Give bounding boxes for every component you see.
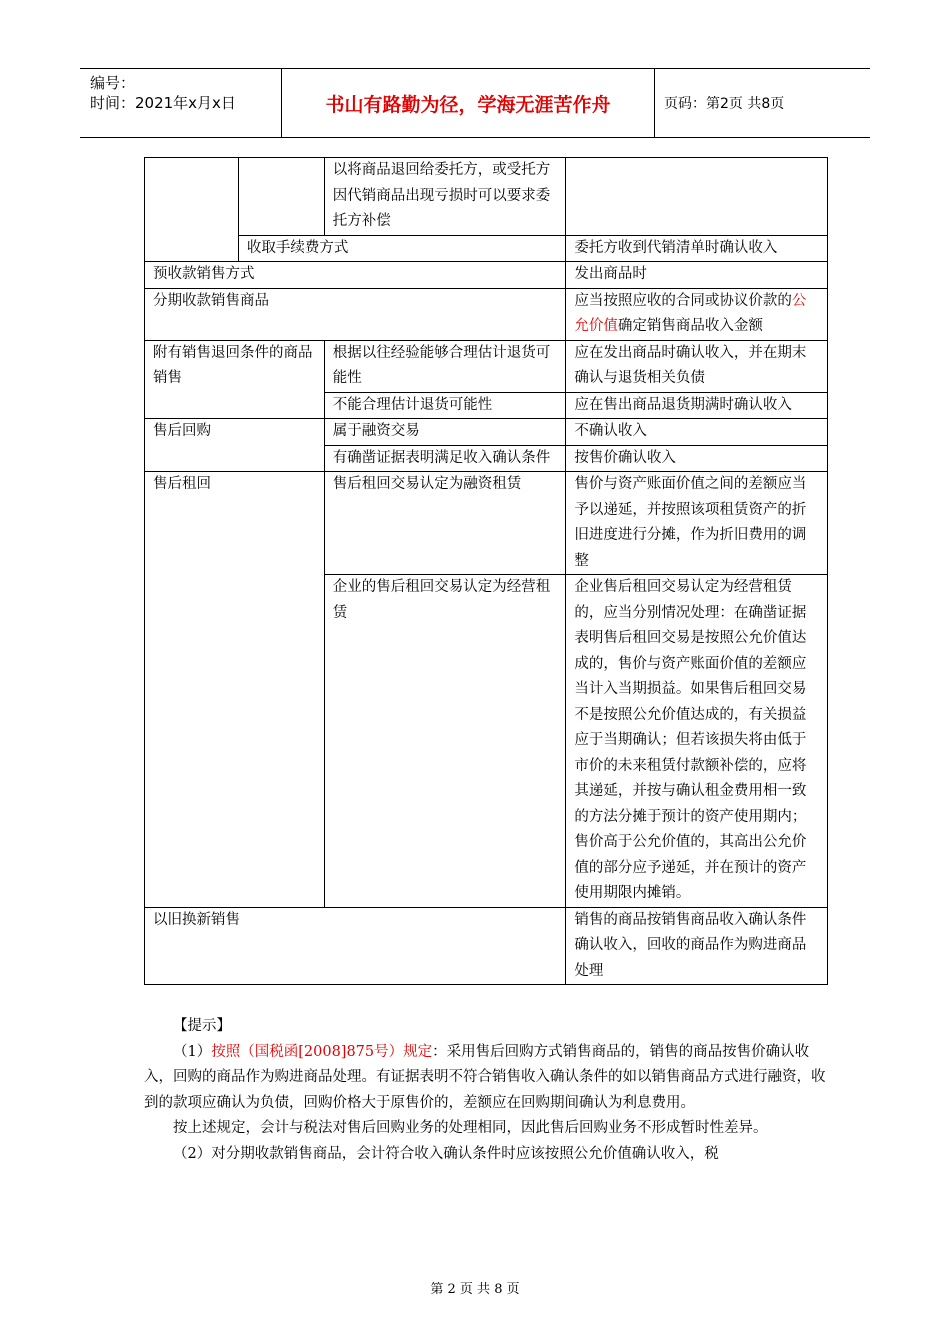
header-meta bbox=[80, 69, 282, 137]
table-cell: 有确凿证据表明满足收入确认条件 bbox=[324, 445, 566, 472]
page-footer: 第 2 页 共 8 页 bbox=[430, 1282, 520, 1297]
table-cell: 附有销售退回条件的商品销售 bbox=[145, 340, 325, 419]
table-cell bbox=[566, 288, 828, 340]
table-cell: 预收款销售方式 bbox=[145, 262, 566, 289]
number-label: 编号： bbox=[90, 74, 136, 92]
fair-value-highlight: 公允价值 bbox=[574, 292, 807, 334]
table-cell: 售后回购 bbox=[145, 419, 325, 472]
note-prefix: （1） bbox=[173, 1043, 212, 1060]
table-row bbox=[145, 472, 828, 575]
table-row bbox=[145, 419, 828, 446]
table-cell: 收取手续费方式 bbox=[238, 235, 566, 262]
table-cell: 售后租回交易认定为融资租赁 bbox=[324, 472, 566, 575]
note-text: ：采用售后回购方式销售商品的，销售的商品按售价确认收入，回购的商品作为购进商品处理。有证据表明不符合销售收入确认条件的如以销售商品方式进行融资，收到的款项应确认为负债，回购价格大于原售价的，差额应在回购期间确认为利息费用。 bbox=[144, 1043, 826, 1111]
note-paragraph: 按上述规定，会计与税法对售后回购业务的处理相同，因此售后回购业务不形成暂时性差异。 bbox=[173, 1120, 768, 1136]
table-cell: 不能合理估计退货可能性 bbox=[324, 392, 566, 419]
tip-heading: 【提示】 bbox=[173, 1018, 231, 1034]
table-cell: 不确认收入 bbox=[566, 419, 828, 446]
table-row bbox=[145, 288, 828, 340]
table-cell: 以旧换新销售 bbox=[145, 907, 566, 985]
table-row bbox=[145, 262, 828, 289]
table-cell: 按售价确认收入 bbox=[566, 445, 828, 472]
header-page-info: 页码：第2页 共8页 bbox=[664, 96, 785, 112]
table-cell bbox=[145, 158, 239, 262]
revenue-table bbox=[144, 157, 828, 985]
notes-section bbox=[144, 1014, 828, 1167]
table-cell bbox=[566, 158, 828, 236]
table-cell: 企业的售后租回交易认定为经营租赁 bbox=[324, 575, 566, 908]
cell-text: 确定销售商品收入金额 bbox=[617, 318, 763, 334]
table-cell: 属于融资交易 bbox=[324, 419, 566, 446]
table-cell: 分期收款销售商品 bbox=[145, 288, 566, 340]
table-cell: 售后租回 bbox=[145, 472, 325, 908]
regulation-reference: 按照（国税函[2008]875号）规定 bbox=[211, 1043, 433, 1060]
table-cell bbox=[238, 158, 324, 236]
cell-text: 应当按照应收的合同或协议价款的 bbox=[574, 292, 792, 309]
header-motto: 书山有路勤为径，学海无涯苦作舟 bbox=[282, 69, 655, 137]
page-header bbox=[80, 68, 870, 138]
table-cell: 应在发出商品时确认收入，并在期末确认与退货相关负债 bbox=[566, 340, 828, 392]
table-cell: 企业售后租回交易认定为经营租赁的，应当分别情况处理：在确凿证据表明售后租回交易是按照公允价值达成的，售价与资产账面价值的差额应当计入当期损益。如果售后租回交易不是按照公允价值达成的，有关损益应于当期确认；但若该损失将由低于市价的未来租赁付款额补偿的，应将其递延，并按与确认租金费用相一致的方法分摊于预计的资产使用期内；售价高于公允价值的，其高出公允价值的部分应予递延，并在预计的资产使用期限内摊销。 bbox=[566, 575, 828, 908]
table-row bbox=[145, 158, 828, 236]
table-cell: 销售的商品按销售商品收入确认条件确认收入，回收的商品作为购进商品处理 bbox=[566, 907, 828, 985]
date-label: 时间：2021年x月x日 bbox=[90, 94, 236, 112]
note-paragraph: （2）对分期收款销售商品，会计符合收入确认条件时应该按照公允价值确认收入，税 bbox=[173, 1145, 719, 1162]
table-cell: 发出商品时 bbox=[566, 262, 828, 289]
table-cell: 委托方收到代销清单时确认收入 bbox=[566, 235, 828, 262]
table-cell: 售价与资产账面价值之间的差额应当予以递延，并按照该项租赁资产的折旧进度进行分摊，作为折旧费用的调整 bbox=[566, 472, 828, 575]
table-cell: 根据以往经验能够合理估计退货可能性 bbox=[324, 340, 566, 392]
note-paragraph bbox=[144, 1040, 828, 1117]
table-row bbox=[145, 907, 828, 985]
table-row bbox=[145, 235, 828, 262]
table-row bbox=[145, 340, 828, 392]
table-cell: 应在售出商品退货期满时确认收入 bbox=[566, 392, 828, 419]
table-cell: 以将商品退回给委托方，或受托方因代销商品出现亏损时可以要求委托方补偿 bbox=[324, 158, 566, 236]
